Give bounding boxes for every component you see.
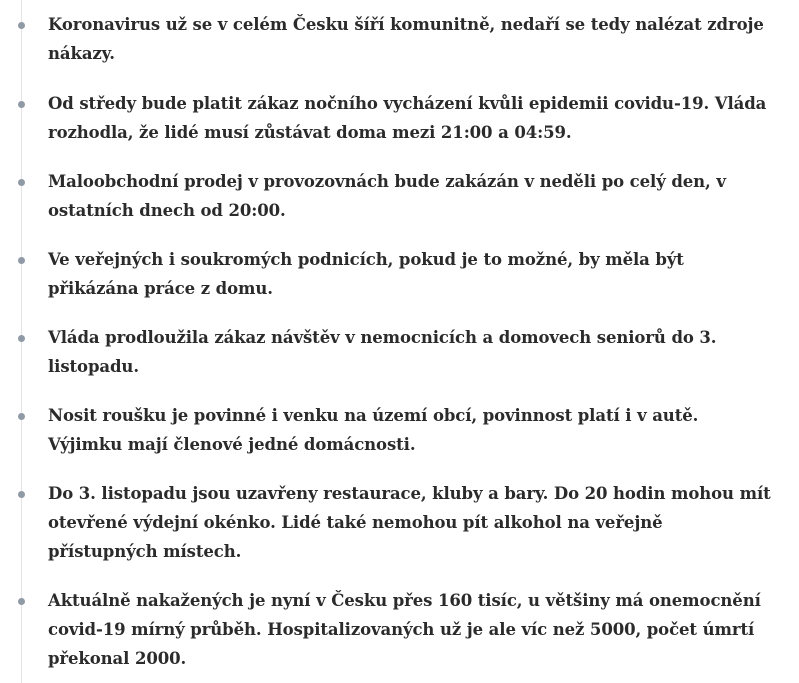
bullet-dot-icon [18, 413, 25, 420]
bullet-dot-icon [18, 22, 25, 29]
bullet-dot-icon [18, 335, 25, 342]
list-item-text: Vláda prodloužila zákaz návštěv v nemocnicích a domovech seniorů do 3. listopadu. [48, 328, 717, 376]
list-item-text: Od středy bude platit zákaz nočního vycházení kvůli epidemii covidu-19. Vláda rozhodla, že lidé musí zůstávat doma mezi 21:00 a 04:59. [48, 94, 767, 142]
list-item [21, 78, 799, 157]
bullet-dot-icon [18, 491, 25, 498]
list-item [21, 576, 799, 683]
list-item [21, 391, 799, 469]
list-item [21, 313, 799, 391]
bullet-dot-icon [18, 257, 25, 264]
list-item-text: Do 3. listopadu jsou uzavřeny restaurace, kluby a bary. Do 20 hodin mohou mít otevřené výdejní okénko. Lidé také nemohou pít alkohol na veřejně přístupných místech. [48, 484, 771, 561]
list-item-text: Maloobchodní prodej v provozovnách bude zakázán v neděli po celý den, v ostatních dnech od 20:00. [48, 172, 726, 220]
list-item-text: Ve veřejných i soukromých podnicích, pokud je to možné, by měla být přikázána práce z domu. [48, 250, 684, 298]
list-item-text: Aktuálně nakažených je nyní v Česku přes 160 tisíc, u většiny má onemocnění covid-19 mírný průběh. Hospitalizovaných už je ale víc než 5000, počet úmrtí překonal 2000. [48, 591, 761, 668]
list-item [21, 235, 799, 313]
list-item-text: Koronavirus už se v celém Česku šíří komunitně, nedaří se tedy nalézat zdroje nákazy. [48, 15, 764, 63]
bullet-dot-icon [18, 179, 25, 186]
list-item [21, 0, 799, 78]
bullet-dot-icon [18, 101, 25, 108]
list-item [21, 157, 799, 235]
list-item-text: Nosit roušku je povinné i venku na území obcí, povinnost platí i v autě. Výjimku mají členové jedné domácnosti. [48, 406, 699, 454]
bullet-dot-icon [18, 598, 25, 605]
